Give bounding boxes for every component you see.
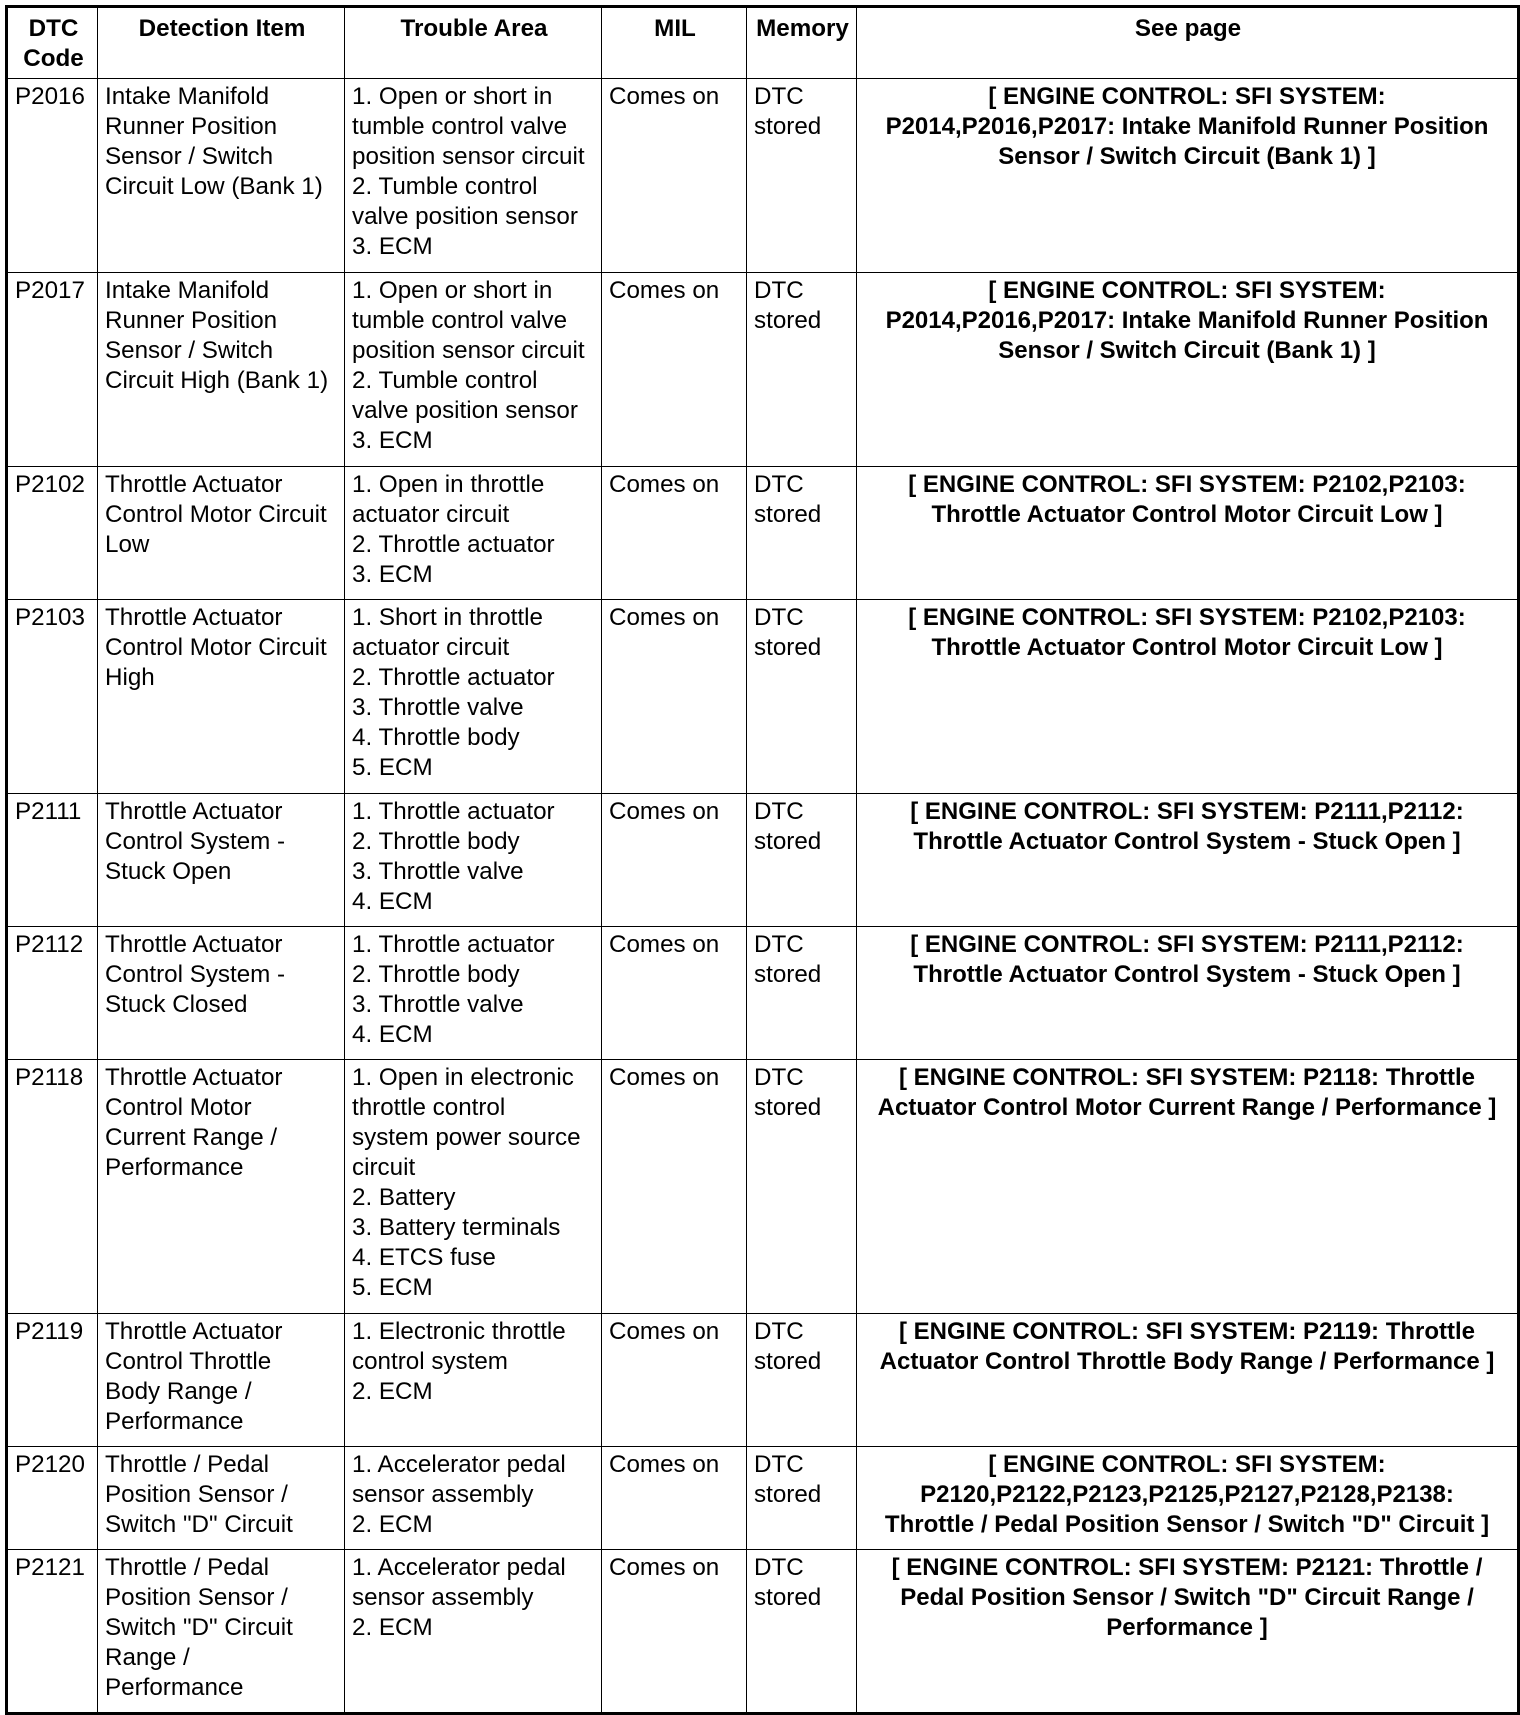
table-row bbox=[7, 467, 1519, 600]
cell-detection-item-line: Body Range / bbox=[105, 1378, 252, 1405]
cell-detection-item bbox=[98, 273, 345, 467]
cell-trouble-area-line: 2. Throttle body bbox=[352, 961, 520, 988]
cell-detection-item-line: Stuck Closed bbox=[105, 991, 248, 1018]
cell-memory-line: DTC bbox=[754, 798, 804, 825]
cell-trouble-area-line: 4. ECM bbox=[352, 888, 433, 915]
table-row bbox=[7, 927, 1519, 1060]
cell-see-page-line: Throttle Actuator Control System - Stuck Open ] bbox=[913, 828, 1461, 855]
cell-detection-item bbox=[98, 794, 345, 927]
cell-memory-line: stored bbox=[754, 501, 822, 528]
table-row bbox=[7, 79, 1519, 273]
cell-trouble-area-line: 3. ECM bbox=[352, 427, 433, 454]
cell-trouble-area-line: 2. Battery bbox=[352, 1184, 456, 1211]
cell-detection-item bbox=[98, 1314, 345, 1447]
cell-memory-line: DTC bbox=[754, 1451, 804, 1478]
cell-see-page bbox=[857, 927, 1519, 1060]
cell-memory-line: stored bbox=[754, 634, 822, 661]
cell-see-page-line: [ ENGINE CONTROL: SFI SYSTEM: bbox=[988, 1451, 1386, 1478]
table-row bbox=[7, 1447, 1519, 1550]
header-row bbox=[7, 7, 1519, 79]
cell-detection-item-line: Performance bbox=[105, 1674, 244, 1701]
cell-detection-item-line: Throttle Actuator bbox=[105, 1318, 283, 1345]
cell-trouble-area-line: 1. Throttle actuator bbox=[352, 931, 555, 958]
cell-detection-item-line: Switch "D" Circuit bbox=[105, 1511, 293, 1538]
cell-detection-item-line: Control System - bbox=[105, 828, 286, 855]
cell-detection-item-line: Current Range / bbox=[105, 1124, 278, 1151]
cell-trouble-area-line: 4. ETCS fuse bbox=[352, 1244, 496, 1271]
cell-trouble-area-line: throttle control bbox=[352, 1094, 506, 1121]
cell-memory bbox=[747, 1314, 857, 1447]
cell-trouble-area bbox=[345, 927, 602, 1060]
cell-trouble-area bbox=[345, 600, 602, 794]
cell-trouble-area-line: 3. ECM bbox=[352, 561, 433, 588]
cell-dtc-code: P2102 bbox=[7, 467, 98, 600]
cell-memory-line: DTC bbox=[754, 931, 804, 958]
cell-detection-item-line: High bbox=[105, 664, 155, 691]
cell-see-page bbox=[857, 1447, 1519, 1550]
cell-memory bbox=[747, 600, 857, 794]
cell-mil: Comes on bbox=[602, 467, 747, 600]
cell-see-page bbox=[857, 467, 1519, 600]
cell-trouble-area bbox=[345, 794, 602, 927]
cell-trouble-area-line: 1. Open in electronic bbox=[352, 1064, 574, 1091]
cell-see-page-line: [ ENGINE CONTROL: SFI SYSTEM: P2102,P2103: bbox=[908, 471, 1466, 498]
cell-trouble-area bbox=[345, 1550, 602, 1714]
cell-trouble-area-line: sensor assembly bbox=[352, 1584, 534, 1611]
cell-trouble-area-line: 1. Open or short in bbox=[352, 277, 553, 304]
cell-memory bbox=[747, 79, 857, 273]
cell-trouble-area-line: 4. ECM bbox=[352, 1021, 433, 1048]
table-row bbox=[7, 273, 1519, 467]
cell-trouble-area bbox=[345, 79, 602, 273]
cell-trouble-area bbox=[345, 1060, 602, 1314]
cell-see-page-line: Throttle Actuator Control System - Stuck Open ] bbox=[913, 961, 1461, 988]
table-body bbox=[7, 79, 1519, 1714]
cell-detection-item-line: Control System - bbox=[105, 961, 286, 988]
cell-see-page-line: P2014,P2016,P2017: Intake Manifold Runner Position bbox=[885, 113, 1489, 140]
cell-memory-line: stored bbox=[754, 1481, 822, 1508]
cell-detection-item-line: Throttle Actuator bbox=[105, 798, 283, 825]
cell-dtc-code: P2016 bbox=[7, 79, 98, 273]
header-dtc-code: DTC Code bbox=[7, 7, 98, 79]
cell-see-page bbox=[857, 794, 1519, 927]
cell-dtc-code: P2120 bbox=[7, 1447, 98, 1550]
cell-trouble-area-line: 3. Battery terminals bbox=[352, 1214, 561, 1241]
cell-see-page bbox=[857, 79, 1519, 273]
cell-trouble-area bbox=[345, 273, 602, 467]
cell-trouble-area-line: 2. ECM bbox=[352, 1614, 433, 1641]
cell-see-page-line: [ ENGINE CONTROL: SFI SYSTEM: P2119: Throttle bbox=[898, 1318, 1476, 1345]
table-row bbox=[7, 1550, 1519, 1714]
cell-memory-line: DTC bbox=[754, 471, 804, 498]
cell-detection-item-line: Runner Position bbox=[105, 113, 278, 140]
cell-detection-item-line: Control Motor Circuit bbox=[105, 501, 327, 528]
cell-trouble-area-line: 3. Throttle valve bbox=[352, 858, 524, 885]
table-row bbox=[7, 1314, 1519, 1447]
cell-trouble-area-line: valve position sensor bbox=[352, 203, 578, 230]
cell-detection-item-line: Throttle Actuator bbox=[105, 1064, 283, 1091]
cell-trouble-area-line: 1. Open or short in bbox=[352, 83, 553, 110]
cell-trouble-area-line: 1. Accelerator pedal bbox=[352, 1554, 566, 1581]
cell-trouble-area bbox=[345, 467, 602, 600]
cell-trouble-area-line: actuator circuit bbox=[352, 501, 510, 528]
cell-detection-item-line: Low bbox=[105, 531, 150, 558]
cell-trouble-area-line: position sensor circuit bbox=[352, 337, 585, 364]
cell-dtc-code: P2112 bbox=[7, 927, 98, 1060]
cell-memory-line: DTC bbox=[754, 1318, 804, 1345]
cell-detection-item-line: Throttle Actuator bbox=[105, 471, 283, 498]
cell-trouble-area-line: 1. Short in throttle bbox=[352, 604, 543, 631]
cell-see-page-line: Throttle / Pedal Position Sensor / Switch "D" Circuit ] bbox=[884, 1511, 1490, 1538]
header-trouble-area: Trouble Area bbox=[345, 7, 602, 79]
cell-trouble-area bbox=[345, 1447, 602, 1550]
dtc-table bbox=[5, 5, 1520, 1715]
cell-detection-item-line: Throttle Actuator bbox=[105, 604, 283, 631]
cell-see-page bbox=[857, 600, 1519, 794]
cell-see-page-line: Sensor / Switch Circuit (Bank 1) ] bbox=[998, 337, 1376, 364]
cell-trouble-area-line: actuator circuit bbox=[352, 634, 510, 661]
cell-trouble-area-line: tumble control valve bbox=[352, 307, 568, 334]
cell-detection-item-line: Runner Position bbox=[105, 307, 278, 334]
cell-see-page-line: Actuator Control Motor Current Range / Performance ] bbox=[877, 1094, 1497, 1121]
cell-detection-item bbox=[98, 600, 345, 794]
cell-see-page-line: P2014,P2016,P2017: Intake Manifold Runner Position bbox=[885, 307, 1489, 334]
cell-detection-item-line: Intake Manifold bbox=[105, 277, 270, 304]
cell-see-page-line: [ ENGINE CONTROL: SFI SYSTEM: P2111,P2112: bbox=[910, 931, 1464, 958]
cell-memory bbox=[747, 1060, 857, 1314]
cell-detection-item bbox=[98, 1060, 345, 1314]
cell-detection-item-line: Range / bbox=[105, 1644, 190, 1671]
cell-see-page-line: Throttle Actuator Control Motor Circuit Low ] bbox=[931, 501, 1443, 528]
cell-trouble-area bbox=[345, 1314, 602, 1447]
cell-trouble-area-line: control system bbox=[352, 1348, 508, 1375]
cell-see-page-line: [ ENGINE CONTROL: SFI SYSTEM: P2118: Throttle bbox=[898, 1064, 1476, 1091]
cell-see-page-line: [ ENGINE CONTROL: SFI SYSTEM: P2102,P2103: bbox=[908, 604, 1466, 631]
cell-mil: Comes on bbox=[602, 79, 747, 273]
cell-see-page-line: P2120,P2122,P2123,P2125,P2127,P2128,P2138: bbox=[920, 1481, 1454, 1508]
cell-detection-item bbox=[98, 467, 345, 600]
cell-trouble-area-line: 4. Throttle body bbox=[352, 724, 520, 751]
cell-trouble-area-line: sensor assembly bbox=[352, 1481, 534, 1508]
cell-trouble-area-line: 5. ECM bbox=[352, 754, 433, 781]
cell-detection-item-line: Throttle / Pedal bbox=[105, 1451, 270, 1478]
cell-trouble-area-line: 3. ECM bbox=[352, 233, 433, 260]
cell-detection-item-line: Stuck Open bbox=[105, 858, 232, 885]
cell-detection-item bbox=[98, 1447, 345, 1550]
cell-memory-line: stored bbox=[754, 1584, 822, 1611]
cell-detection-item-line: Intake Manifold bbox=[105, 83, 270, 110]
cell-dtc-code: P2119 bbox=[7, 1314, 98, 1447]
cell-detection-item-line: Sensor / Switch bbox=[105, 143, 274, 170]
cell-memory bbox=[747, 1550, 857, 1714]
cell-see-page-line: [ ENGINE CONTROL: SFI SYSTEM: bbox=[988, 83, 1386, 110]
cell-see-page bbox=[857, 1060, 1519, 1314]
cell-memory bbox=[747, 927, 857, 1060]
cell-memory-line: DTC bbox=[754, 83, 804, 110]
cell-see-page bbox=[857, 273, 1519, 467]
cell-detection-item bbox=[98, 1550, 345, 1714]
cell-memory-line: DTC bbox=[754, 1554, 804, 1581]
cell-memory-line: DTC bbox=[754, 1064, 804, 1091]
cell-detection-item-line: Sensor / Switch bbox=[105, 337, 274, 364]
cell-mil: Comes on bbox=[602, 1314, 747, 1447]
cell-detection-item-line: Position Sensor / bbox=[105, 1584, 288, 1611]
cell-memory-line: stored bbox=[754, 1094, 822, 1121]
cell-see-page-line: Actuator Control Throttle Body Range / Performance ] bbox=[879, 1348, 1495, 1375]
cell-detection-item-line: Control Throttle bbox=[105, 1348, 272, 1375]
header-mil: MIL bbox=[602, 7, 747, 79]
cell-see-page-line: Throttle Actuator Control Motor Circuit Low ] bbox=[931, 634, 1443, 661]
cell-detection-item-line: Control Motor Circuit bbox=[105, 634, 327, 661]
cell-trouble-area-line: 5. ECM bbox=[352, 1274, 433, 1301]
cell-trouble-area-line: system power source bbox=[352, 1124, 581, 1151]
cell-trouble-area-line: valve position sensor bbox=[352, 397, 578, 424]
cell-memory-line: DTC bbox=[754, 277, 804, 304]
table-row bbox=[7, 1060, 1519, 1314]
cell-trouble-area-line: 2. Tumble control bbox=[352, 173, 538, 200]
cell-memory bbox=[747, 794, 857, 927]
cell-detection-item-line: Circuit High (Bank 1) bbox=[105, 367, 329, 394]
cell-mil: Comes on bbox=[602, 927, 747, 1060]
cell-memory bbox=[747, 1447, 857, 1550]
cell-mil: Comes on bbox=[602, 794, 747, 927]
cell-detection-item-line: Switch "D" Circuit bbox=[105, 1614, 293, 1641]
cell-trouble-area-line: 2. ECM bbox=[352, 1511, 433, 1538]
cell-detection-item-line: Performance bbox=[105, 1154, 244, 1181]
cell-detection-item-line: Circuit Low (Bank 1) bbox=[105, 173, 323, 200]
cell-see-page bbox=[857, 1550, 1519, 1714]
cell-detection-item-line: Throttle / Pedal bbox=[105, 1554, 270, 1581]
cell-detection-item bbox=[98, 927, 345, 1060]
header-detection-item: Detection Item bbox=[98, 7, 345, 79]
cell-detection-item-line: Control Motor bbox=[105, 1094, 252, 1121]
cell-mil: Comes on bbox=[602, 600, 747, 794]
cell-trouble-area-line: 1. Electronic throttle bbox=[352, 1318, 566, 1345]
cell-see-page-line: Pedal Position Sensor / Switch "D" Circuit Range / bbox=[900, 1584, 1474, 1611]
header-memory: Memory bbox=[747, 7, 857, 79]
cell-mil: Comes on bbox=[602, 1060, 747, 1314]
cell-trouble-area-line: tumble control valve bbox=[352, 113, 568, 140]
cell-mil: Comes on bbox=[602, 1550, 747, 1714]
cell-mil: Comes on bbox=[602, 273, 747, 467]
cell-trouble-area-line: 1. Throttle actuator bbox=[352, 798, 555, 825]
cell-trouble-area-line: 1. Accelerator pedal bbox=[352, 1451, 566, 1478]
table-row bbox=[7, 600, 1519, 794]
cell-see-page bbox=[857, 1314, 1519, 1447]
cell-memory-line: stored bbox=[754, 307, 822, 334]
cell-trouble-area-line: 2. Tumble control bbox=[352, 367, 538, 394]
header-see-page: See page bbox=[857, 7, 1519, 79]
cell-memory-line: stored bbox=[754, 828, 822, 855]
table-row bbox=[7, 794, 1519, 927]
cell-dtc-code: P2121 bbox=[7, 1550, 98, 1714]
cell-memory-line: stored bbox=[754, 961, 822, 988]
cell-see-page-line: [ ENGINE CONTROL: SFI SYSTEM: P2111,P2112: bbox=[910, 798, 1464, 825]
cell-trouble-area-line: 3. Throttle valve bbox=[352, 694, 524, 721]
cell-see-page-line: [ ENGINE CONTROL: SFI SYSTEM: bbox=[988, 277, 1386, 304]
cell-dtc-code: P2103 bbox=[7, 600, 98, 794]
cell-memory-line: DTC bbox=[754, 604, 804, 631]
cell-memory bbox=[747, 467, 857, 600]
cell-detection-item-line: Throttle Actuator bbox=[105, 931, 283, 958]
cell-dtc-code: P2017 bbox=[7, 273, 98, 467]
cell-see-page-line: Sensor / Switch Circuit (Bank 1) ] bbox=[998, 143, 1376, 170]
cell-see-page-line: Performance ] bbox=[1106, 1614, 1268, 1641]
cell-mil: Comes on bbox=[602, 1447, 747, 1550]
cell-trouble-area-line: circuit bbox=[352, 1154, 416, 1181]
cell-trouble-area-line: 2. Throttle actuator bbox=[352, 531, 555, 558]
cell-trouble-area-line: 2. Throttle body bbox=[352, 828, 520, 855]
cell-trouble-area-line: position sensor circuit bbox=[352, 143, 585, 170]
cell-detection-item-line: Position Sensor / bbox=[105, 1481, 288, 1508]
cell-trouble-area-line: 2. Throttle actuator bbox=[352, 664, 555, 691]
cell-see-page-line: [ ENGINE CONTROL: SFI SYSTEM: P2121: Throttle / bbox=[891, 1554, 1483, 1581]
cell-dtc-code: P2118 bbox=[7, 1060, 98, 1314]
cell-memory-line: stored bbox=[754, 1348, 822, 1375]
cell-detection-item bbox=[98, 79, 345, 273]
cell-trouble-area-line: 2. ECM bbox=[352, 1378, 433, 1405]
cell-dtc-code: P2111 bbox=[7, 794, 98, 927]
cell-trouble-area-line: 1. Open in throttle bbox=[352, 471, 545, 498]
cell-detection-item-line: Performance bbox=[105, 1408, 244, 1435]
cell-memory bbox=[747, 273, 857, 467]
cell-trouble-area-line: 3. Throttle valve bbox=[352, 991, 524, 1018]
cell-memory-line: stored bbox=[754, 113, 822, 140]
